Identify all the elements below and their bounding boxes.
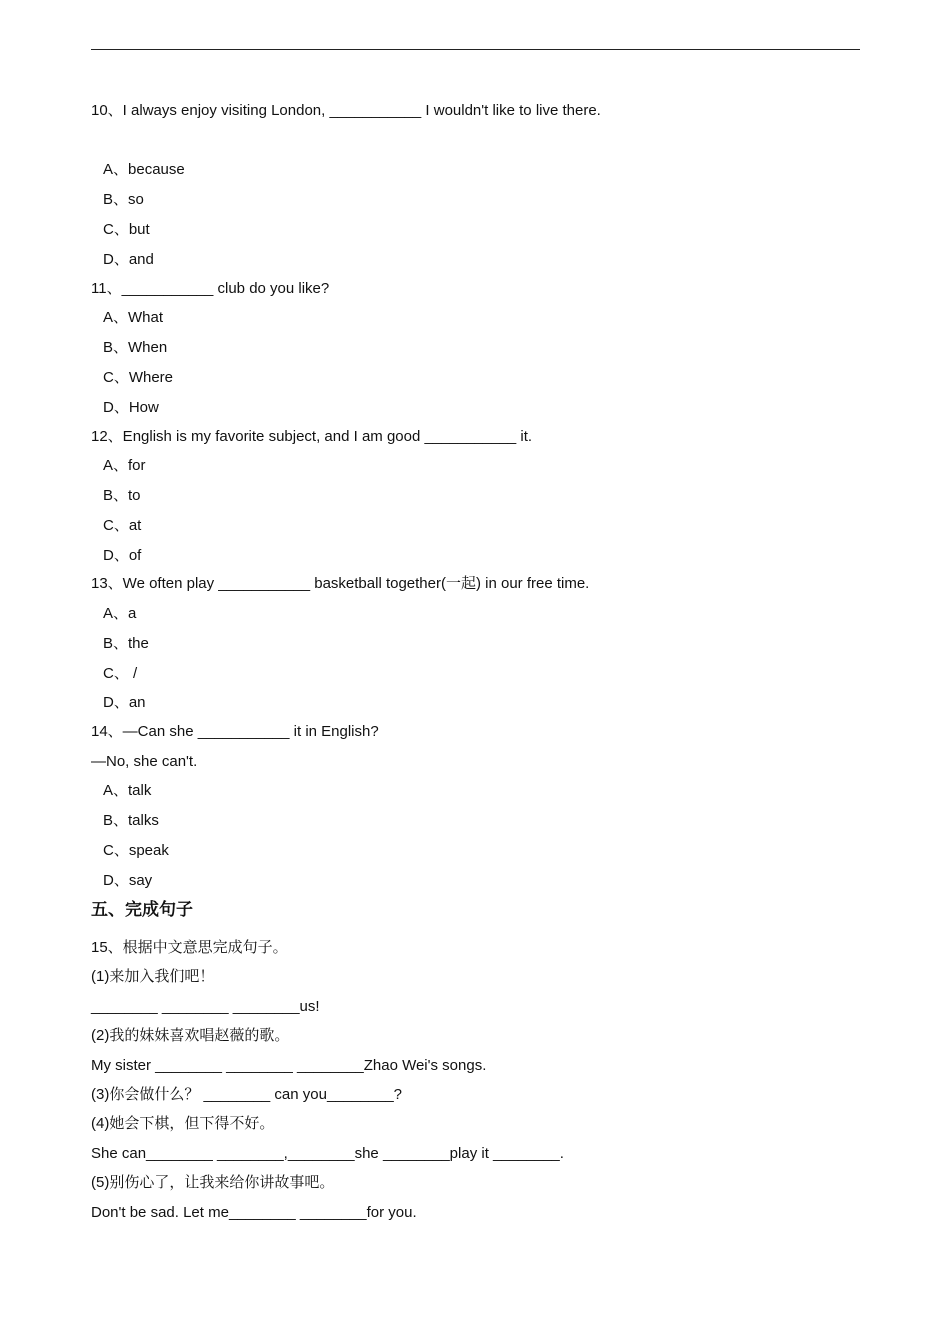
question-line: 10、I always enjoy visiting London, ___________ I wouldn't like to live there. (91, 102, 601, 119)
question-line: 13、We often play ___________ basketball together(一起) in our free time. (91, 575, 590, 592)
question-line: 12、English is my favorite subject, and I am good ___________ it. (91, 428, 533, 445)
question-line: Don't be sad. Let me________ ________for you. (91, 1204, 417, 1221)
answer-option: B、so (103, 191, 144, 208)
answer-option: A、What (103, 309, 164, 326)
answer-option: A、for (103, 457, 146, 474)
question-line: —No, she can't. (91, 753, 198, 770)
answer-option: D、an (103, 694, 146, 711)
question-line: (5)别伤心了，让我来给你讲故事吧。 (91, 1174, 335, 1191)
answer-option: B、When (103, 339, 168, 356)
answer-option: B、the (103, 635, 149, 652)
question-line: 11、___________ club do you like? (91, 280, 330, 297)
answer-option: D、How (103, 399, 159, 416)
answer-option: C、at (103, 517, 142, 534)
answer-option: A、talk (103, 782, 152, 799)
header-rule (91, 49, 860, 50)
question-line: She can________ ________,________she ________play it ________. (91, 1145, 564, 1162)
question-line: 15、根据中文意思完成句子。 (91, 939, 288, 956)
question-line: My sister ________ ________ ________Zhao Wei's songs. (91, 1057, 487, 1074)
answer-option: D、say (103, 872, 153, 889)
answer-option: A、a (103, 605, 137, 622)
question-line: (3)你会做什么？ ________ can you________? (91, 1086, 403, 1103)
answer-option: B、talks (103, 812, 159, 829)
answer-option: C、but (103, 221, 150, 238)
answer-option: A、because (103, 161, 185, 178)
answer-option: C、Where (103, 369, 174, 386)
answer-option: C、 / (103, 665, 138, 682)
answer-option: C、speak (103, 842, 169, 859)
section-heading: 五、完成句子 (91, 900, 193, 919)
question-line: ________ ________ ________us! (91, 998, 320, 1015)
answer-option: D、of (103, 547, 142, 564)
answer-option: B、to (103, 487, 141, 504)
question-line: 14、—Can she ___________ it in English? (91, 723, 379, 740)
answer-option: D、and (103, 251, 154, 268)
question-line: (2)我的妹妹喜欢唱赵薇的歌。 (91, 1027, 290, 1044)
question-line: (1)来加入我们吧！ (91, 968, 215, 985)
question-line: (4)她会下棋，但下得不好。 (91, 1115, 275, 1132)
